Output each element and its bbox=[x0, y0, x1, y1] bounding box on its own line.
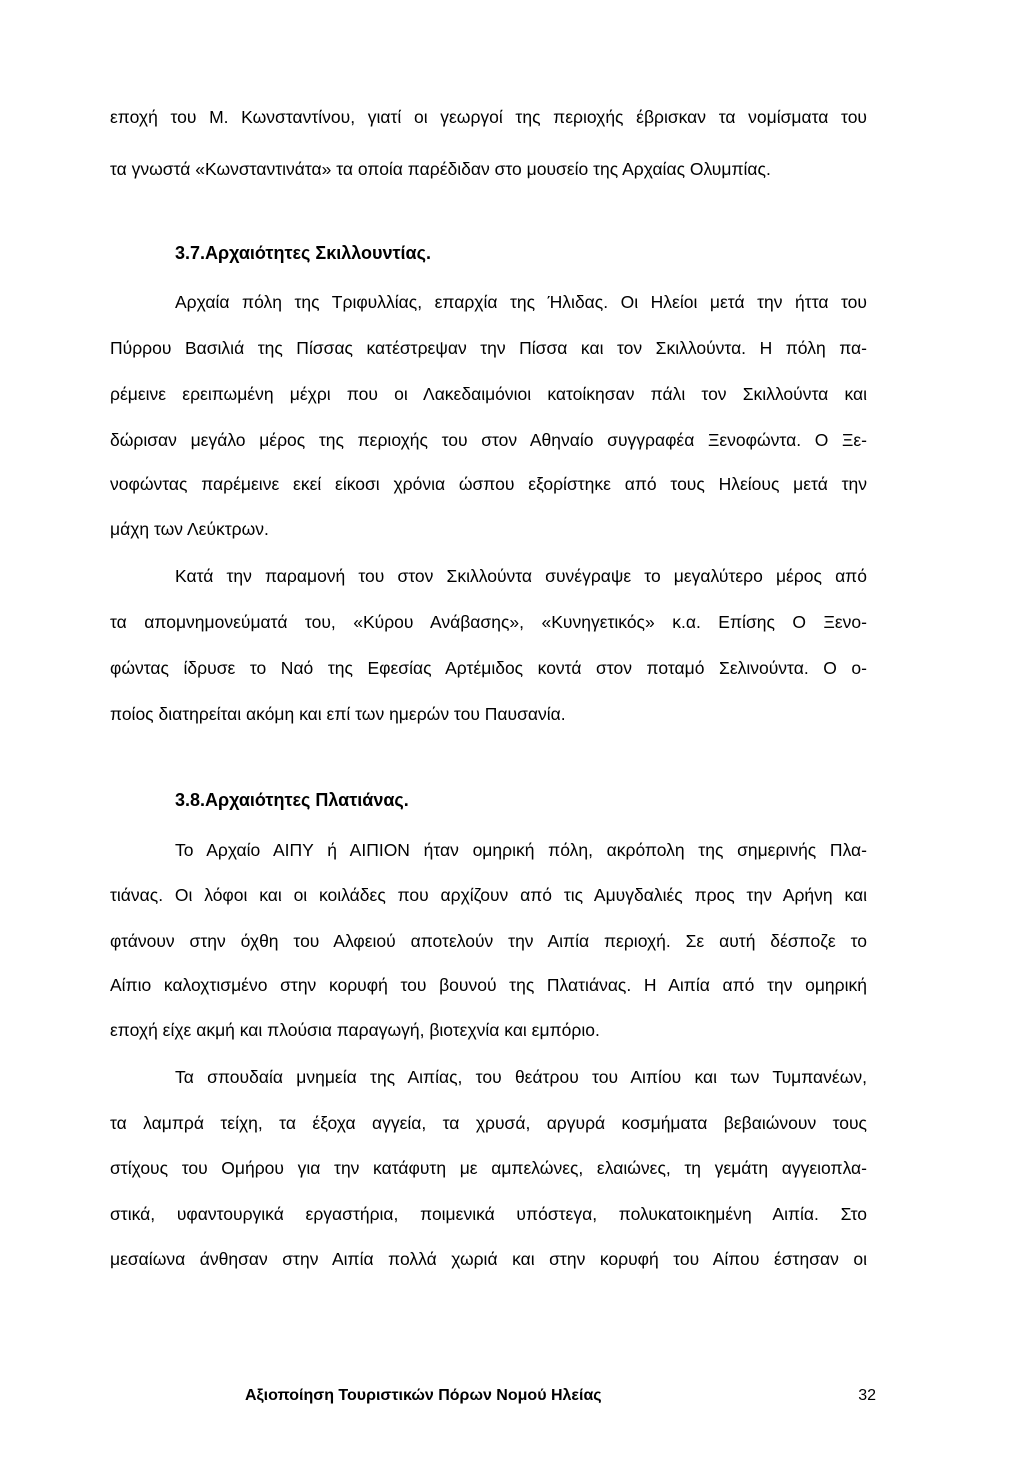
text-line: τα γνωστά «Κωνσταντινάτα» τα οποία παρέδιδαν στο μουσείο της Αρχαίας Ολυμπίας. bbox=[110, 159, 771, 179]
text-line: Κατά την παραμονή του στον Σκιλλούντα συνέγραψε το μεγαλύτερο μέρος από bbox=[175, 566, 867, 586]
text-line: εποχή του Μ. Κωνσταντίνου, γιατί οι γεωργοί της περιοχής έβρισκαν τα νομίσματα του bbox=[110, 107, 867, 127]
footer-title: Αξιοποίηση Τουριστικών Πόρων Νομού Ηλείας bbox=[245, 1387, 602, 1404]
text-line: Τα σπουδαία μνημεία της Αιπίας, του θεάτρου του Αιπίου και των Τυμπανέων, bbox=[175, 1067, 867, 1087]
text-line: ποίος διατηρείται ακόμη και επί των ημερών του Παυσανία. bbox=[110, 704, 566, 724]
text-line: Το Αρχαίο ΑΙΠΥ ή ΑΙΠΙΟΝ ήταν ομηρική πόλη, ακρόπολη της σημερινής Πλα- bbox=[175, 840, 867, 860]
text-line: μεσαίωνα άνθησαν στην Αιπία πολλά χωριά και στην κορυφή του Αίπου έστησαν οι bbox=[110, 1249, 867, 1269]
text-line: δώρισαν μεγάλο μέρος της περιοχής του στον Αθηναίο συγγραφέα Ξενοφώντα. Ο Ξε- bbox=[110, 430, 867, 450]
text-line: στίχους του Ομήρου για την κατάφυτη με αμπελώνες, ελαιώνες, τη γεμάτη αγγειοπλα- bbox=[110, 1158, 867, 1178]
section-heading: 3.7.Αρχαιότητες Σκιλλουντίας. bbox=[175, 243, 431, 263]
text-line: φτάνουν στην όχθη του Αλφειού αποτελούν την Αιπία περιοχή. Σε αυτή δέσποζε το bbox=[110, 931, 867, 951]
text-line: τιάνας. Οι λόφοι και οι κοιλάδες που αρχίζουν από τις Αμυγδαλιές προς την Αρήνη και bbox=[110, 885, 867, 905]
text-line: τα απομνημονεύματά του, «Κύρου Ανάβασης», «Κυνηγετικός» κ.α. Επίσης Ο Ξενο- bbox=[110, 612, 867, 632]
page-number: 32 bbox=[858, 1387, 876, 1404]
text-line: μάχη των Λεύκτρων. bbox=[110, 519, 269, 539]
text-line: Αίπιο καλοχτισμένο στην κορυφή του βουνού της Πλατιάνας. Η Αιπία από την ομηρική bbox=[110, 975, 867, 995]
text-line: νοφώντας παρέμεινε εκεί είκοσι χρόνια ώσπου εξορίστηκε από τους Ηλείους μετά την bbox=[110, 474, 867, 494]
text-line: στικά, υφαντουργικά εργαστήρια, ποιμενικά υπόστεγα, πολυκατοικημένη Αιπία. Στο bbox=[110, 1204, 867, 1224]
text-line: Πύρρου Βασιλιά της Πίσσας κατέστρεψαν την Πίσσα και τον Σκιλλούντα. Η πόλη πα- bbox=[110, 338, 867, 358]
section-heading: 3.8.Αρχαιότητες Πλατιάνας. bbox=[175, 790, 409, 810]
text-line: ρέμεινε ερειπωμένη μέχρι που οι Λακεδαιμόνιοι κατοίκησαν πάλι τον Σκιλλούντα και bbox=[110, 384, 867, 404]
text-line: φώντας ίδρυσε το Ναό της Εφεσίας Αρτέμιδος κοντά στον ποταμό Σελινούντα. Ο ο- bbox=[110, 658, 867, 678]
text-line: τα λαμπρά τείχη, τα έξοχα αγγεία, τα χρυσά, αργυρά κοσμήματα βεβαιώνουν τους bbox=[110, 1113, 867, 1133]
text-line: εποχή είχε ακμή και πλούσια παραγωγή, βιοτεχνία και εμπόριο. bbox=[110, 1020, 600, 1040]
text-line: Αρχαία πόλη της Τριφυλλίας, επαρχία της Ήλιδας. Οι Ηλείοι μετά την ήττα του bbox=[175, 292, 867, 312]
